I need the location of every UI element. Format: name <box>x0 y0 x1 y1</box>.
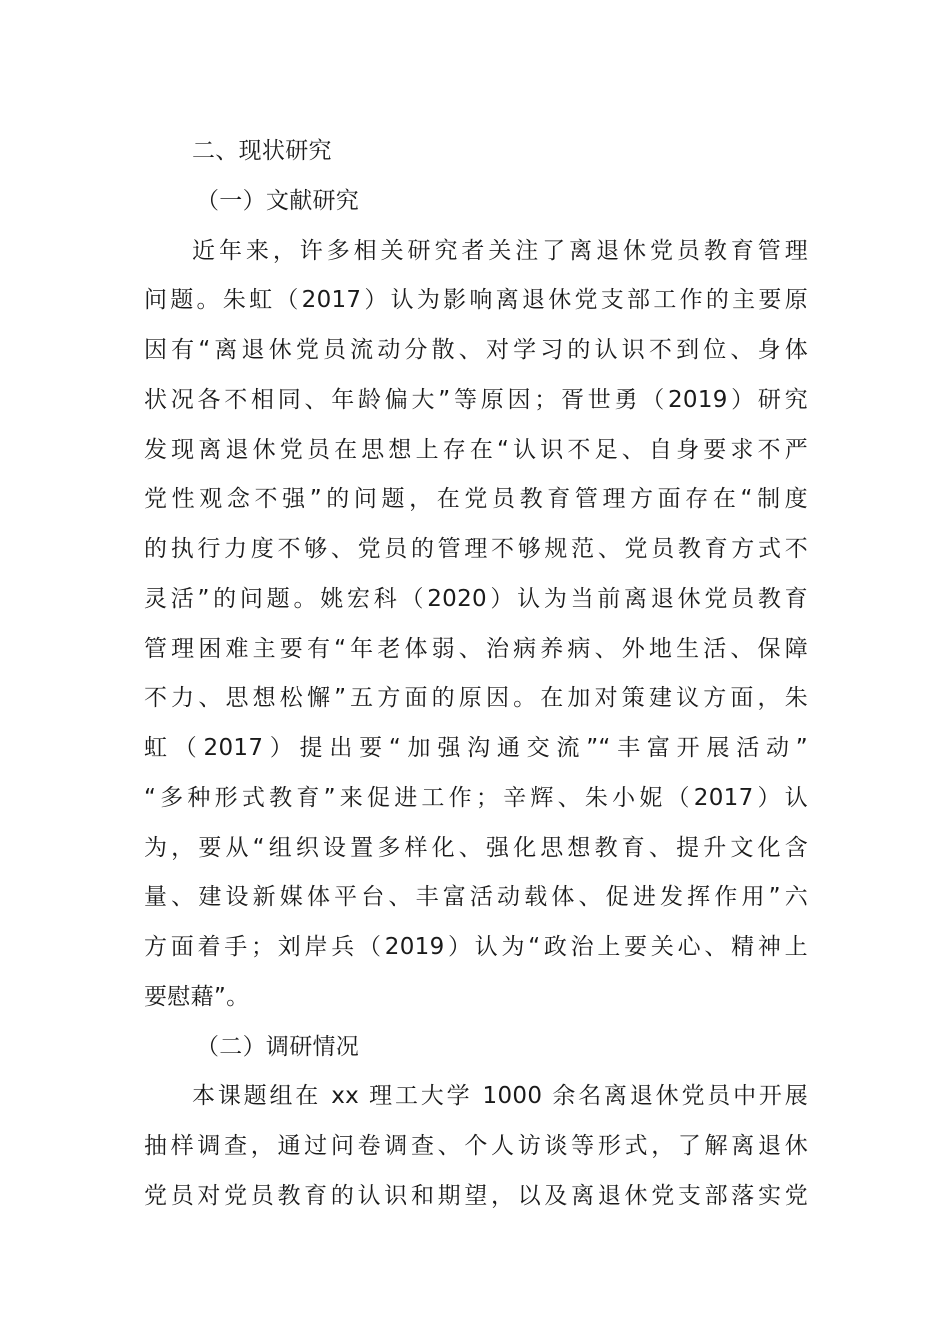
paragraph-line: 灵活”的问题。姚宏科（2020）认为当前离退休党员教育 <box>144 585 808 612</box>
paragraph-line: 方面着手；刘岸兵（2019）认为“政治上要关心、精神上 <box>144 934 808 960</box>
paragraph-line: 党性观念不强”的问题，在党员教育管理方面存在“制度 <box>144 486 808 513</box>
paragraph-literature-review <box>144 227 808 1023</box>
paragraph-line: 管理困难主要有“年老体弱、治病养病、外地生活、保障 <box>144 635 808 662</box>
paragraph-line: 为，要从“组织设置多样化、强化思想教育、提升文化含 <box>144 834 808 861</box>
paragraph-line: 不力、思想松懈”五方面的原因。在加对策建议方面，朱 <box>144 685 808 712</box>
subsection-title-survey: （二）调研情况 <box>196 1033 360 1060</box>
subsection-title-literature: （一）文献研究 <box>196 187 360 214</box>
paragraph-line: 发现离退休党员在思想上存在“认识不足、自身要求不严 <box>144 436 808 463</box>
paragraph-line: 抽样调查，通过问卷调查、个人访谈等形式，了解离退休 <box>144 1133 808 1159</box>
paragraph-line: 要慰藉”。 <box>144 983 250 1010</box>
paragraph-line: 因有“离退休党员流动分散、对学习的认识不到位、身体 <box>144 337 808 363</box>
paragraph-line: 问题。朱虹（2017）认为影响离退休党支部工作的主要原 <box>144 287 808 314</box>
paragraph-line: 状况各不相同、年龄偏大”等原因；胥世勇（2019）研究 <box>144 386 808 413</box>
section-heading: 二、现状研究 <box>192 138 332 164</box>
paragraph-line: 的执行力度不够、党员的管理不够规范、党员教育方式不 <box>144 536 808 562</box>
paragraph-line: 量、建设新媒体平台、丰富活动载体、促进发挥作用”六 <box>144 884 808 911</box>
paragraph-line: 虹（2017）提出要“加强沟通交流”“丰富开展活动” <box>144 735 808 761</box>
paragraph-line: 近年来，许多相关研究者关注了离退休党员教育管理 <box>192 237 808 264</box>
paragraph-line: “多种形式教育”来促进工作；辛辉、朱小妮（2017）认 <box>144 784 808 811</box>
paragraph-line: 党员对党员教育的认识和期望，以及离退休党支部落实党 <box>144 1182 808 1209</box>
paragraph-line: 本课题组在 xx 理工大学 1000 余名离退休党员中开展 <box>192 1083 808 1110</box>
document-body <box>144 127 808 1222</box>
paragraph-survey <box>144 1072 808 1221</box>
